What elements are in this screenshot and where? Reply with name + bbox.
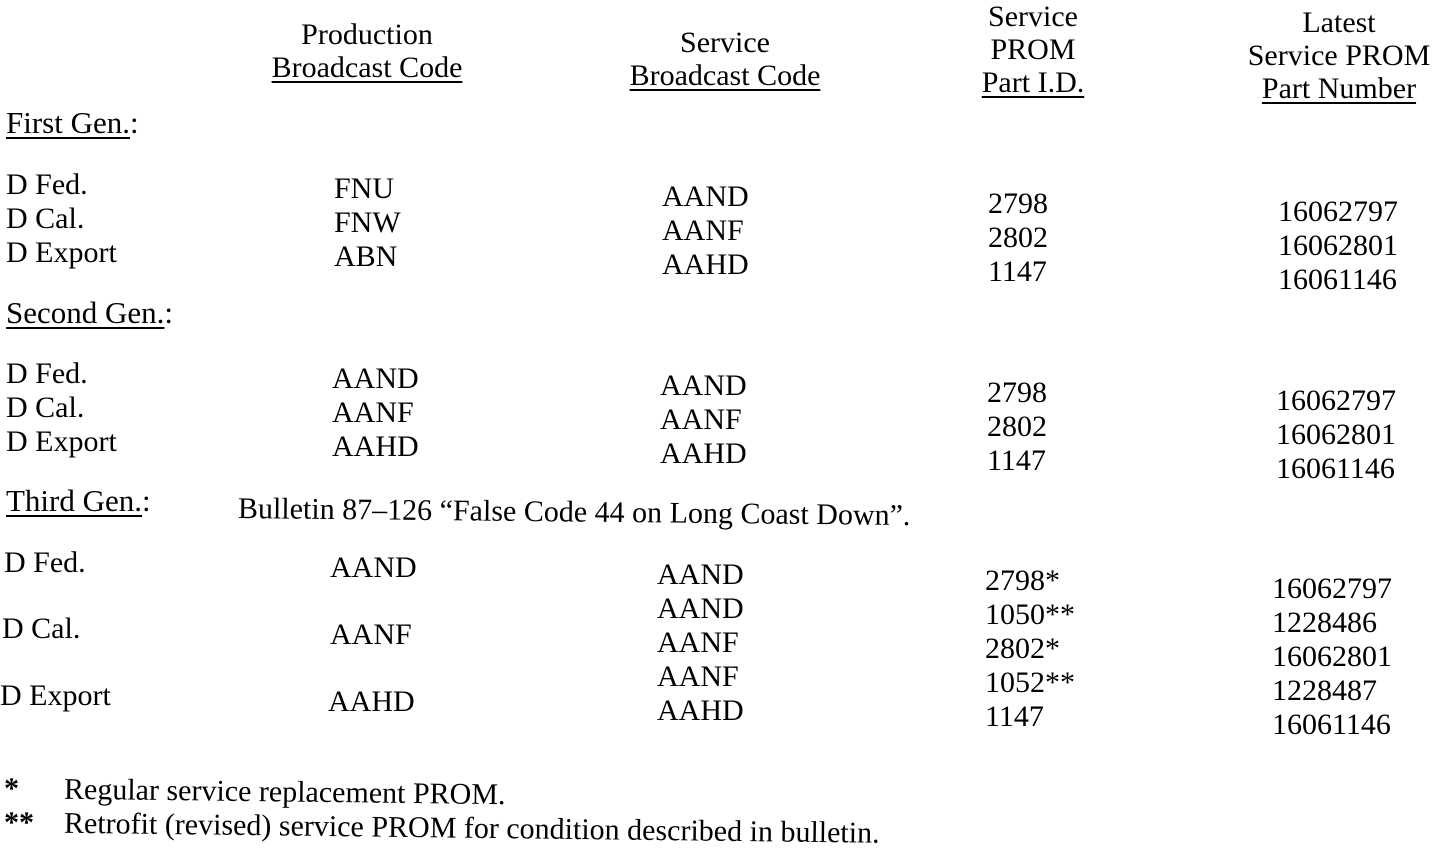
header-part-number-line1: Latest <box>1302 6 1376 39</box>
prom-ids-third-gen: 2798* 1050** 2802* 1052** 1147 <box>985 564 1075 733</box>
footnote-2 <box>4 806 880 851</box>
header-prom-id-line2: PROM <box>990 33 1076 66</box>
footnote-2-mark: ** <box>3 806 35 840</box>
service-codes-second-gen: AAND AANF AAHD <box>660 369 747 470</box>
production-codes-second-gen: AAND AANF AAHD <box>332 362 419 463</box>
header-service-line1: Service <box>680 26 770 59</box>
row-label-third-cal: D Cal. <box>2 612 81 645</box>
row-label-third-export: D Export <box>0 679 111 712</box>
header-prom-id <box>955 0 1111 99</box>
footnote-1-text: Regular service replacement PROM. <box>63 772 506 812</box>
production-codes-first-gen: FNU FNW ABN <box>334 172 401 273</box>
header-production <box>248 18 486 84</box>
header-production-line1: Production <box>301 18 433 51</box>
section-title-first-gen: First Gen.: <box>6 105 139 140</box>
part-numbers-second-gen: 16062797 16062801 16061146 <box>1276 384 1396 485</box>
service-codes-third-gen: AAND AAND AANF AANF AAHD <box>657 558 744 727</box>
header-prom-id-line3: Part I.D. <box>981 66 1085 99</box>
prom-ids-first-gen: 2798 2802 1147 <box>988 187 1048 288</box>
header-service-line2: Broadcast Code <box>629 59 821 92</box>
header-part-number-line2: Service PROM <box>1247 39 1431 72</box>
row-labels-first-gen: D Fed. D Cal. D Export <box>6 168 117 269</box>
header-part-number-line3: Part Number <box>1261 72 1417 105</box>
footnote-1-mark: * <box>3 772 20 806</box>
footnote-2-text: Retrofit (revised) service PROM for condition described in bulletin. <box>63 806 880 850</box>
section-title-third-gen: Third Gen.: <box>6 483 151 518</box>
part-numbers-first-gen: 16062797 16062801 16061146 <box>1278 195 1398 296</box>
header-service <box>606 26 844 92</box>
row-label-third-fed: D Fed. <box>4 546 86 579</box>
header-part-number <box>1228 6 1450 105</box>
header-production-line2: Broadcast Code <box>271 51 463 84</box>
part-numbers-third-gen: 16062797 1228486 16062801 1228487 16061146 <box>1272 572 1392 741</box>
prom-ids-second-gen: 2798 2802 1147 <box>987 376 1047 477</box>
row-labels-second-gen: D Fed. D Cal. D Export <box>6 357 117 458</box>
service-codes-first-gen: AAND AANF AAHD <box>662 180 749 281</box>
production-code-third-cal: AANF <box>330 618 412 651</box>
section-title-second-gen: Second Gen.: <box>6 295 174 330</box>
bulletin-note: Bulletin 87–126 “False Code 44 on Long Coast Down”. <box>237 492 911 533</box>
header-prom-id-line1: Service <box>988 0 1078 33</box>
production-code-third-export: AAHD <box>328 685 415 718</box>
production-code-third-fed: AAND <box>330 551 417 584</box>
